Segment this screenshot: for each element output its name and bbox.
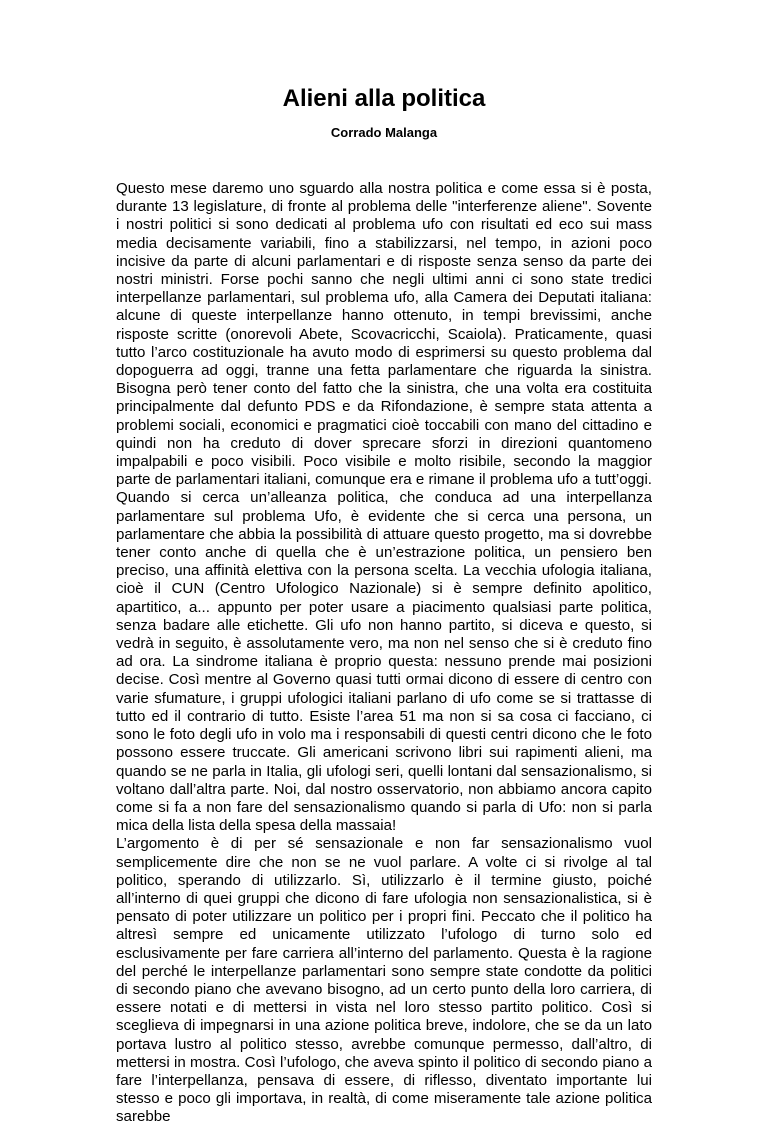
- document-author: Corrado Malanga: [330, 125, 438, 140]
- body-paragraph: L’argomento è di per sé sensazionale e non far sensazionalismo vuol semplicemente dire che non se ne vuol parlare. A volte ci si rivolge al tal politico, sperando di utilizzarlo. Sì, utilizzarlo è il termine giusto, poiché all’interno di quei gruppi che dicono di fare ufologia non sensazionalistica, si è pensato di poter utilizzare un politico per i propri fini. Peccato che il politico ha altresì sempre ed unicamente utilizzato l’ufologo di turno solo ed esclusivamente per fare carriera all’interno del parlamento. Questa è la ragione del perché le interpellanze parlamentari sono sempre state condotte da politici di secondo piano che avevano bisogno, ad un certo punto della loro carriera, di essere notati e di mettersi in vista nel loro stesso partito politico. Così si sceglieva di impegnarsi in una azione politica breve, indolore, che se da un lato portava lustro al politico stesso, avrebbe comunque permesso, dall’altro, di mettersi in mostra. Così l’ufologo, che aveva spinto il politico di secondo piano a fare l’interpellanza, pensava di essere, di riflesso, diventato importante lui stesso e poco gli importava, in realtà, di come miseramente tale azione politica sarebbe: [116, 835, 652, 1126]
- document-title: Alieni alla politica: [282, 85, 486, 112]
- document-body: [116, 180, 652, 1127]
- body-paragraph: Questo mese daremo uno sguardo alla nostra politica e come essa si è posta, durante 13 legislature, di fronte al problema delle "interferenze aliene". Sovente i nostri politici si sono dedicati al problema ufo con risultati ed eco sui mass media decisamente variabili, fino a stabilizzarsi, nel tempo, in azioni poco incisive da parte di alcuni parlamentari e di risposte senza senso da parte dei nostri ministri. Forse pochi sanno che negli ultimi anni ci sono state tredici interpellanze parlamentari, sul problema ufo, alla Camera dei Deputati italiana: alcune di queste interpellanze hanno ottenuto, in tempi brevissimi, anche risposte scritte (onorevoli Abete, Scovacricchi, Scaiola). Praticamente, quasi tutto l’arco costituzionale ha avuto modo di esprimersi su questo problema dal dopoguerra ad oggi, tranne una fetta parlamentare che riguarda la sinistra. Bisogna però tener conto del fatto che la sinistra, che una volta era costituita principalmente dal defunto PDS e da Rifondazione, è sempre stata attenta a problemi sociali, economici e pragmatici cioè toccabili con mano del cittadino e quindi non ha creduto di dover sprecare sforzi in direzioni quantomeno impalpabili e poco visibili. Poco visibile e molto risibile, secondo la maggior parte de parlamentari italiani, comunque era e rimane il problema ufo a tutt’oggi. Quando si cerca un’alleanza politica, che conduca ad una interpellanza parlamentare sul problema Ufo, è evidente che si cerca una persona, un parlamentare che abbia la possibilità di attuare questo progetto, ma si dovrebbe tener conto anche di quella che è un’estrazione politica, un pensiero ben preciso, una affinità elettiva con la persona scelta. La vecchia ufologia italiana, cioè il CUN (Centro Ufologico Nazionale) si è sempre definito apolitico, apartitico, a... appunto per poter usare a piacimento qualsiasi parte politica, senza badare alle etichette. Gli ufo non hanno partito, si diceva e questo, si vedrà in seguito, è assolutamente vero, ma non nel senso che si è creduto fino ad ora. La sindrome italiana è proprio questa: nessuno prende mai posizioni decise. Così mentre al Governo quasi tutti ormai dicono di essere di centro con varie sfumature, i gruppi ufologici italiani parlano di ufo come se si trattasse di tutto ed il contrario di tutto. Esiste l’area 51 ma non si sa cosa ci facciano, ci sono le foto degli ufo in volo ma i responsabili di questi centri dicono che le foto possono essere truccate. Gli americani scrivono libri sui rapimenti alieni, ma quando se ne parla in Italia, gli ufologi seri, quelli lontani dal sensazionalismo, si voltano dall’altra parte. Noi, dal nostro osservatorio, non abbiamo ancora capito come si fa a non fare del sensazionalismo quando si parla di Ufo: non si parla mica della lista della spesa della massaia!: [116, 180, 652, 835]
